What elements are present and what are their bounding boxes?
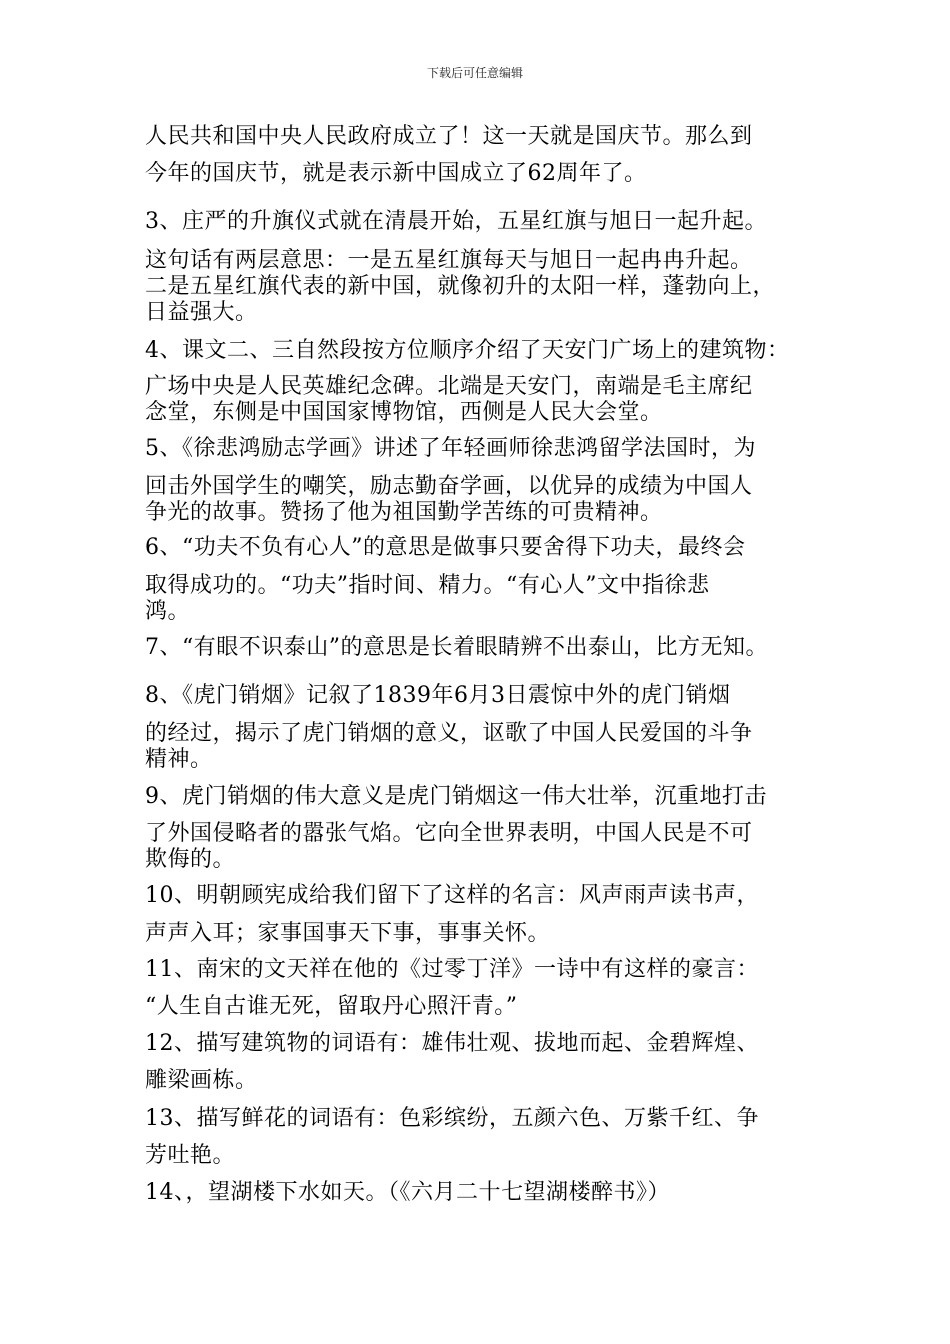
text-line: 人民共和国中央人民政府成立了！这一天就是国庆节。那么到 — [145, 124, 753, 149]
text-line: 这句话有两层意思：一是五星红旗每天与旭日一起冉冉升起。 — [145, 248, 753, 273]
text-line: 7、“有眼不识泰山”的意思是长着眼睛辨不出泰山，比方无知。 — [145, 635, 768, 660]
text-line: 3、庄严的升旗仪式就在清晨开始，五星红旗与旭日一起升起。 — [145, 209, 767, 234]
text-line: 鸿。 — [145, 599, 191, 624]
text-line: 广场中央是人民英雄纪念碑。北端是天安门，南端是毛主席纪 — [145, 374, 753, 399]
text-line: 雕梁画栋。 — [145, 1068, 258, 1093]
text-line: 芳吐艳。 — [145, 1143, 236, 1168]
text-line: 二是五星红旗代表的新中国，就像初升的太阳一样，蓬勃向上， — [145, 274, 776, 299]
text-line: 取得成功的。“功夫”指时间、精力。“有心人”文中指徐悲 — [145, 573, 710, 598]
text-line: 日益强大。 — [145, 300, 258, 325]
text-line: 14、，望湖楼下水如天。（《六月二十七望湖楼醉书》） — [145, 1180, 670, 1205]
text-line: 4、课文二、三自然段按方位顺序介绍了天安门广场上的建筑物： — [145, 338, 790, 363]
text-line: 5、《徐悲鸿励志学画》讲述了年轻画师徐悲鸿留学法国时，为 — [145, 436, 756, 461]
text-line: 9、虎门销烟的伟大意义是虎门销烟这一伟大壮举，沉重地打击 — [145, 784, 767, 809]
text-line: 念堂，东侧是中国国家博物馆，西侧是人民大会堂。 — [145, 400, 663, 425]
text-line: 10、明朝顾宪成给我们留下了这样的名言：风声雨声读书声， — [145, 883, 759, 908]
text-line: “人生自古谁无死，留取丹心照汗青。” — [145, 994, 518, 1019]
text-line: 6、“功夫不负有心人”的意思是做事只要舍得下功夫，最终会 — [145, 535, 746, 560]
text-line: 今年的国庆节，就是表示新中国成立了62周年了。 — [145, 161, 647, 186]
text-line: 回击外国学生的嘲笑，励志勤奋学画，以优异的成绩为中国人 — [145, 474, 753, 499]
text-line: 13、描写鲜花的词语有：色彩缤纷，五颜六色、万紫千红、争 — [145, 1106, 759, 1131]
page-header: 下载后可任意编辑 — [426, 66, 523, 80]
text-line: 8、《虎门销烟》记叙了1839年6月3日震惊中外的虎门销烟 — [145, 683, 731, 708]
text-line: 欺侮的。 — [145, 847, 236, 872]
text-line: 12、描写建筑物的词语有：雄伟壮观、拔地而起、金碧辉煌、 — [145, 1031, 759, 1056]
text-line: 的经过，揭示了虎门销烟的意义，讴歌了中国人民爱国的斗争 — [145, 721, 753, 746]
text-line: 争光的故事。赞扬了他为祖国勤学苦练的可贵精神。 — [145, 500, 663, 525]
text-line: 精神。 — [145, 747, 213, 772]
text-line: 了外国侵略者的嚣张气焰。它向全世界表明，中国人民是不可 — [145, 821, 753, 846]
text-line: 声声入耳；家事国事天下事，事事关怀。 — [145, 921, 551, 946]
text-line: 11、南宋的文天祥在他的《过零丁洋》一诗中有这样的豪言： — [145, 957, 759, 982]
